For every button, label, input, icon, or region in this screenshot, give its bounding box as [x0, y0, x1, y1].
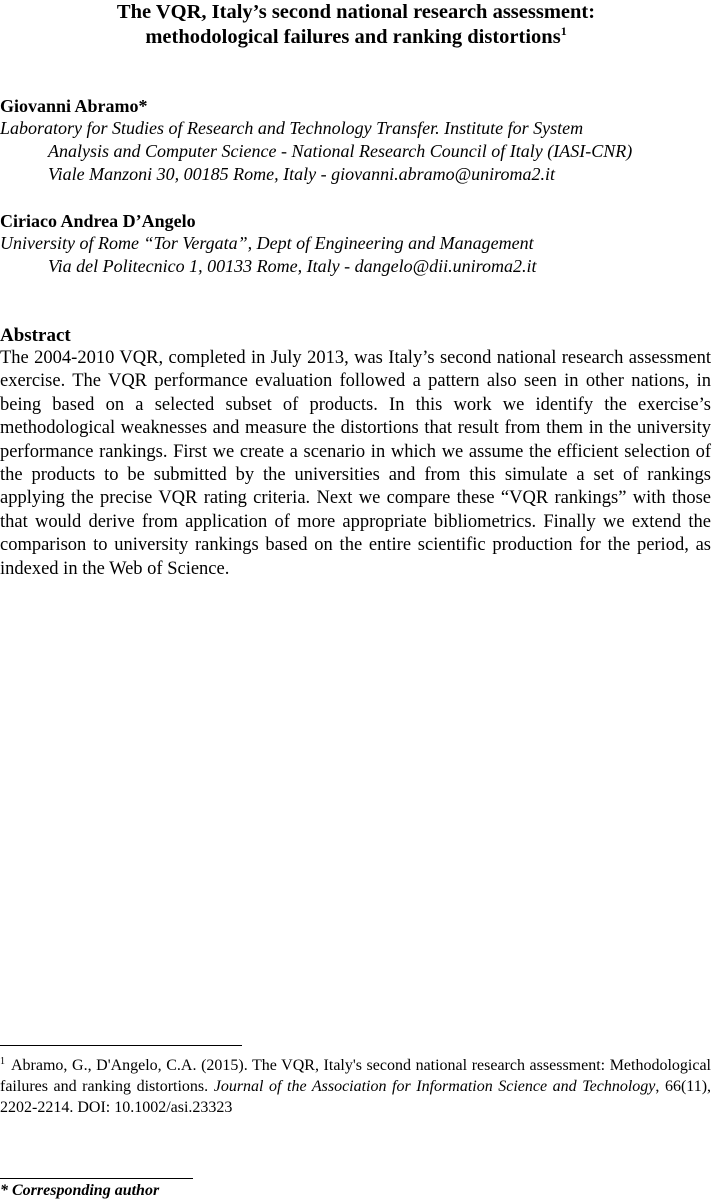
author-affiliation: [0, 232, 712, 278]
author-name: Ciriaco Andrea D’Angelo: [0, 211, 196, 231]
footnote-separator: [0, 1045, 242, 1046]
affiliation-line: Via del Politecnico 1, 00133 Rome, Italy - dangelo@dii.uniroma2.it: [48, 256, 537, 276]
footnote-citation-tail: , 66(11), 2202-2214. DOI: 10.1002/asi.23323: [0, 1078, 712, 1116]
title-line-1: The VQR, Italy’s second national research assessment:: [116, 1, 596, 23]
title-line-2: [0, 25, 712, 50]
author-block-1: [0, 95, 712, 186]
title-line-2-text: methodological failures and ranking distortions: [145, 26, 561, 48]
author-affiliation: [0, 117, 712, 186]
affiliation-line: Analysis and Computer Science - National Research Council of Italy (IASI-CNR): [48, 141, 633, 161]
abstract-heading: Abstract: [0, 325, 71, 346]
affiliation-line: Laboratory for Studies of Research and Technology Transfer. Institute for System: [0, 118, 584, 138]
footnote: [0, 1055, 711, 1118]
corresponding-separator: [0, 1178, 193, 1179]
author-block-2: [0, 210, 712, 278]
abstract-text: The 2004-2010 VQR, completed in July 2013, was Italy’s second national research assessment exercise. The VQR performance evaluation followed a pattern also seen in other nations, in being based on a selected subset of products. In this work we identify the exercise’s methodological weaknesses and measure the distortions that result from them in the university performance rankings. First we create a scenario in which we assume the efficient selection of the products to be submitted by the universities and from this simulate a set of rankings applying the precise VQR rating criteria. Next we compare these “VQR rankings” with those that would derive from application of more appropriate bibliometrics. Finally we extend the comparison to university rankings based on the entire scientific production for the period, as indexed in the Web of Science.: [0, 348, 711, 579]
footnote-mark: 1: [0, 1055, 5, 1067]
affiliation-line: Viale Manzoni 30, 00185 Rome, Italy - giovanni.abramo@uniroma2.it: [48, 164, 556, 184]
footnote-citation: Abramo, G., D'Angelo, C.A. (2015). The VQR, Italy's second national research assessment: Methodological failures and ranking distortions.: [0, 1057, 711, 1095]
corresponding-author-note: * Corresponding author: [0, 1182, 160, 1199]
paper-title: [0, 0, 712, 50]
affiliation-line: University of Rome “Tor Vergata”, Dept of Engineering and Management: [0, 233, 534, 253]
title-footnote-mark: 1: [560, 24, 567, 39]
author-name: Giovanni Abramo*: [0, 96, 148, 116]
footnote-journal: Journal of the Association for Information Science and Technology: [213, 1078, 656, 1095]
